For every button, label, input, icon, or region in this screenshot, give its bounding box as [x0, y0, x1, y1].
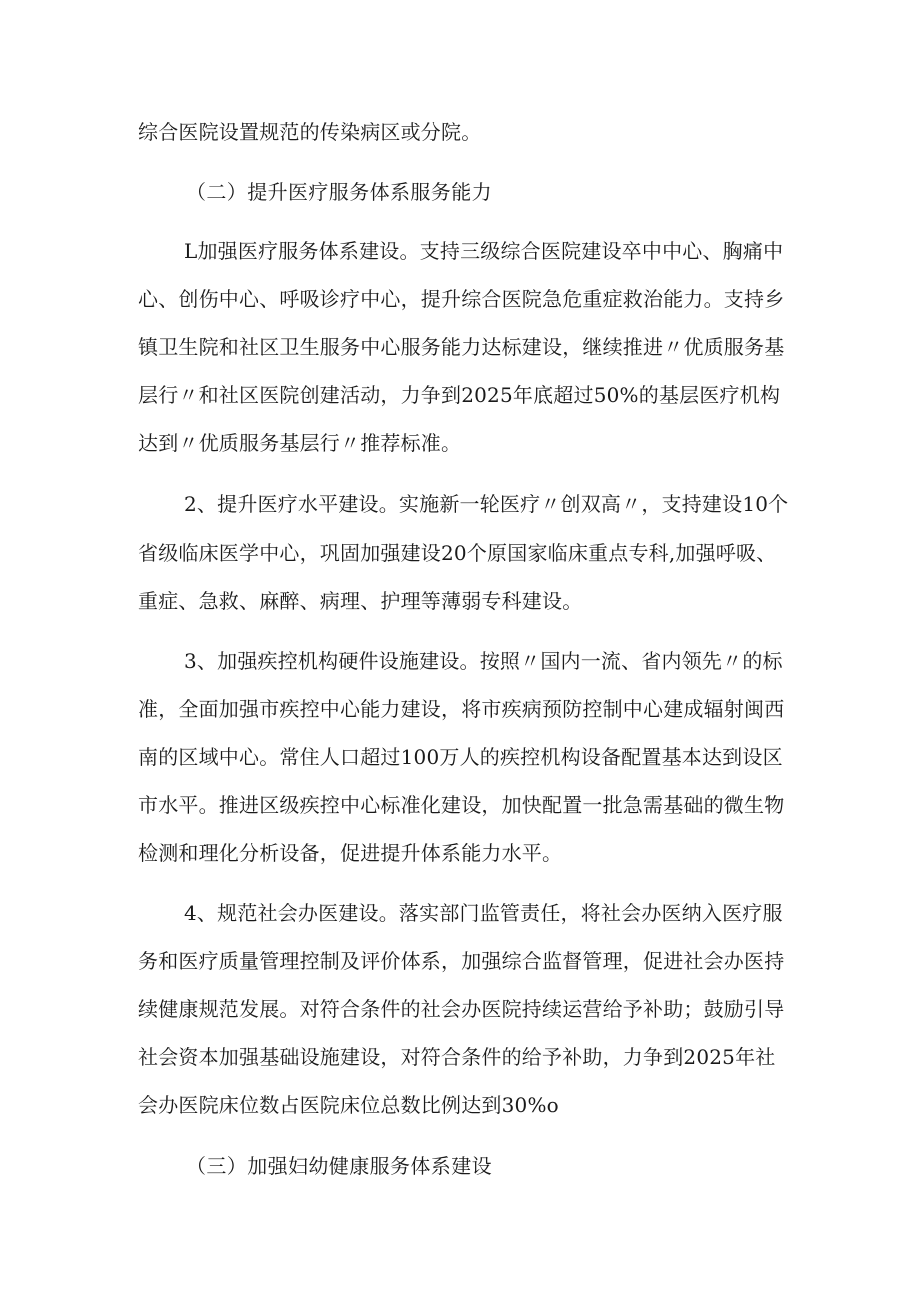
text-line: 心、创伤中心、呼吸诊疗中心，提升综合医院急危重症救治能力。支持乡	[138, 287, 785, 311]
text-line: 3、加强疾控机构硬件设施建设。按照〃国内一流、省内领先〃的标	[184, 649, 783, 673]
text-line: 务和医疗质量管理控制及评价体系，加强综合监督管理，促进社会办医持	[138, 949, 785, 973]
text-line: 准，全面加强市疾控中心能力建设，将市疾病预防控制中心建成辐射闽西	[138, 697, 785, 721]
section-heading: （三）加强妇幼健康服务体系建设	[186, 1154, 492, 1178]
section-heading: （二）提升医疗服务体系服务能力	[186, 180, 492, 204]
text-line: 市水平。推进区级疾控中心标准化建设，加快配置一批急需基础的微生物	[138, 793, 785, 817]
text-line: 社会资本加强基础设施建设，对符合条件的给予补助，力争到2025年社	[138, 1045, 776, 1069]
text-line: 4、规范社会办医建设。落实部门监管责任，将社会办医纳入医疗服	[184, 901, 783, 925]
text-line: 层行〃和社区医院创建活动，力争到2025年底超过50%的基层医疗机构	[138, 383, 781, 407]
text-line: 综合医院设置规范的传染病区或分院。	[138, 120, 482, 144]
text-line: 镇卫生院和社区卫生服务中心服务能力达标建设，继续推进〃优质服务基	[138, 335, 785, 359]
text-line: 省级临床医学中心，巩固加强建设20个原国家临床重点专科,加强呼吸、	[138, 541, 777, 565]
text-line: 检测和理化分析设备，促进提升体系能力水平。	[138, 841, 563, 865]
text-line: L加强医疗服务体系建设。支持三级综合医院建设卒中中心、胸痛中	[184, 239, 784, 263]
text-line: 续健康规范发展。对符合条件的社会办医院持续运营给予补助；鼓励引导	[138, 997, 785, 1021]
text-line: 南的区域中心。常住人口超过100万人的疾控机构设备配置基本达到设区	[138, 745, 783, 769]
text-line: 2、提升医疗水平建设。实施新一轮医疗〃创双高〃，支持建设10个	[184, 492, 789, 516]
text-line: 重症、急救、麻醉、病理、护理等薄弱专科建设。	[138, 589, 583, 613]
text-line: 达到〃优质服务基层行〃推荐标准。	[138, 431, 462, 455]
text-line: 会办医院床位数占医院床位总数比例达到30%o	[138, 1093, 559, 1117]
